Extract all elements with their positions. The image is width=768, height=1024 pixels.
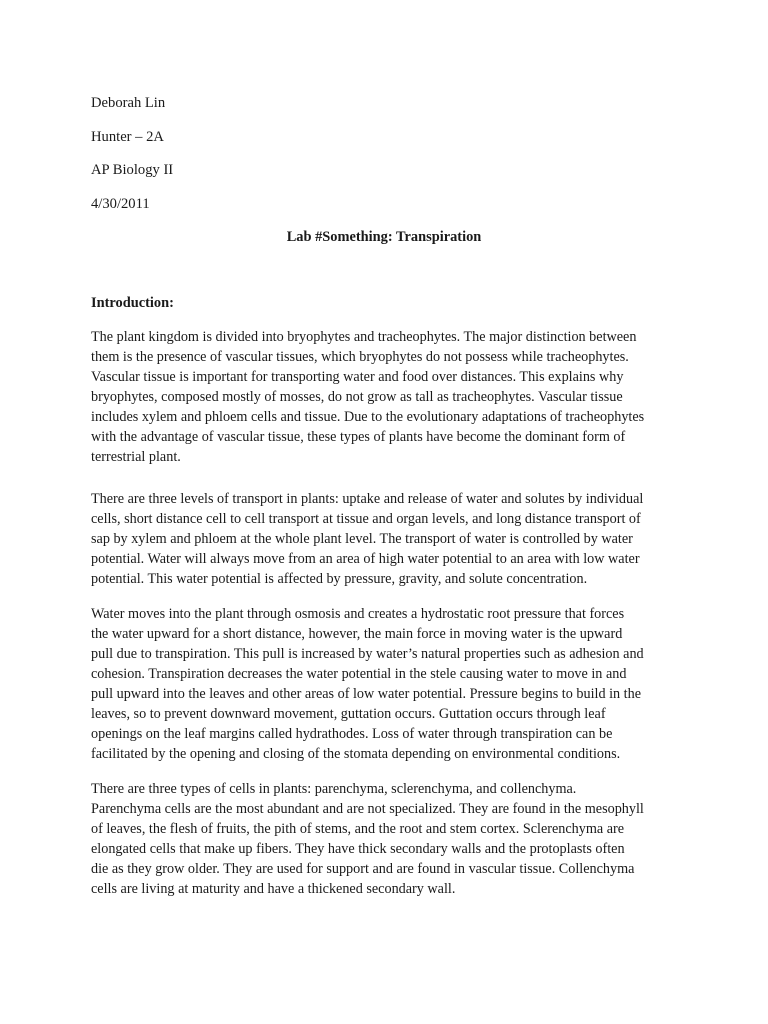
paragraph-line: includes xylem and phloem cells and tissue. Due to the evolutionary adaptations of tracheophytes (91, 409, 645, 425)
paragraph-line: cells, short distance cell to cell transport at tissue and organ levels, and long distance transport of (91, 511, 641, 527)
document-title: Lab #Something: Transpiration (286, 229, 482, 245)
paragraph-line: The plant kingdom is divided into bryophytes and tracheophytes. The major distinction between (91, 329, 637, 345)
paragraph-line: Water moves into the plant through osmosis and creates a hydrostatic root pressure that forces (91, 606, 625, 622)
section-heading-introduction: Introduction: (91, 295, 174, 311)
paragraph-line: terrestrial plant. (91, 449, 181, 465)
paragraph-line: bryophytes, composed mostly of mosses, do not grow as tall as tracheophytes. Vascular tissue (91, 389, 623, 405)
paragraph-line: potential. Water will always move from an area of high water potential to an area with low water (91, 551, 640, 567)
author-name: Deborah Lin (91, 95, 166, 111)
course-name: AP Biology II (91, 162, 174, 178)
paragraph-line: leaves, so to prevent downward movement, guttation occurs. Guttation occurs through leaf (91, 706, 606, 722)
paragraph-line: them is the presence of vascular tissues, which bryophytes do not possess while tracheophytes. (91, 349, 629, 365)
paragraph-line: sap by xylem and phloem at the whole plant level. The transport of water is controlled by water (91, 531, 633, 547)
paragraph-line: of leaves, the flesh of fruits, the pith of stems, and the root and stem cortex. Sclerenchyma are (91, 821, 625, 837)
document-date: 4/30/2011 (91, 196, 150, 212)
paragraph-line: potential. This water potential is affected by pressure, gravity, and solute concentration. (91, 571, 588, 587)
paragraph-line: There are three levels of transport in plants: uptake and release of water and solutes by individual (91, 491, 644, 507)
paragraph-line: Parenchyma cells are the most abundant and are not specialized. They are found in the mesophyll (91, 801, 644, 817)
paragraph-line: with the advantage of vascular tissue, these types of plants have become the dominant form of (91, 429, 626, 445)
paragraph-line: pull upward into the leaves and other areas of low water potential. Pressure begins to build in the (91, 686, 642, 702)
paragraph-line: There are three types of cells in plants: parenchyma, sclerenchyma, and collenchyma. (91, 781, 577, 797)
paragraph-line: die as they grow older. They are used for support and are found in vascular tissue. Collenchyma (91, 861, 635, 877)
paragraph-line: Vascular tissue is important for transporting water and food over distances. This explains why (91, 369, 624, 385)
paragraph-line: pull due to transpiration. This pull is increased by water’s natural properties such as adhesion and (91, 646, 644, 662)
class-period: Hunter – 2A (91, 129, 164, 145)
paragraph-line: cohesion. Transpiration decreases the water potential in the stele causing water to move in and (91, 666, 627, 682)
paragraph (91, 779, 691, 899)
paragraph-line: the water upward for a short distance, however, the main force in moving water is the upward (91, 626, 623, 642)
paragraph-line: cells are living at maturity and have a thickened secondary wall. (91, 881, 456, 897)
paragraph-line: elongated cells that make up fibers. They have thick secondary walls and the protoplasts often (91, 841, 625, 857)
paragraph (91, 327, 691, 467)
paragraph (91, 604, 691, 764)
paragraph (91, 489, 691, 589)
paragraph-line: openings on the leaf margins called hydrathodes. Loss of water through transpiration can be (91, 726, 613, 742)
paragraph-line: facilitated by the opening and closing of the stomata depending on environmental conditions. (91, 746, 621, 762)
